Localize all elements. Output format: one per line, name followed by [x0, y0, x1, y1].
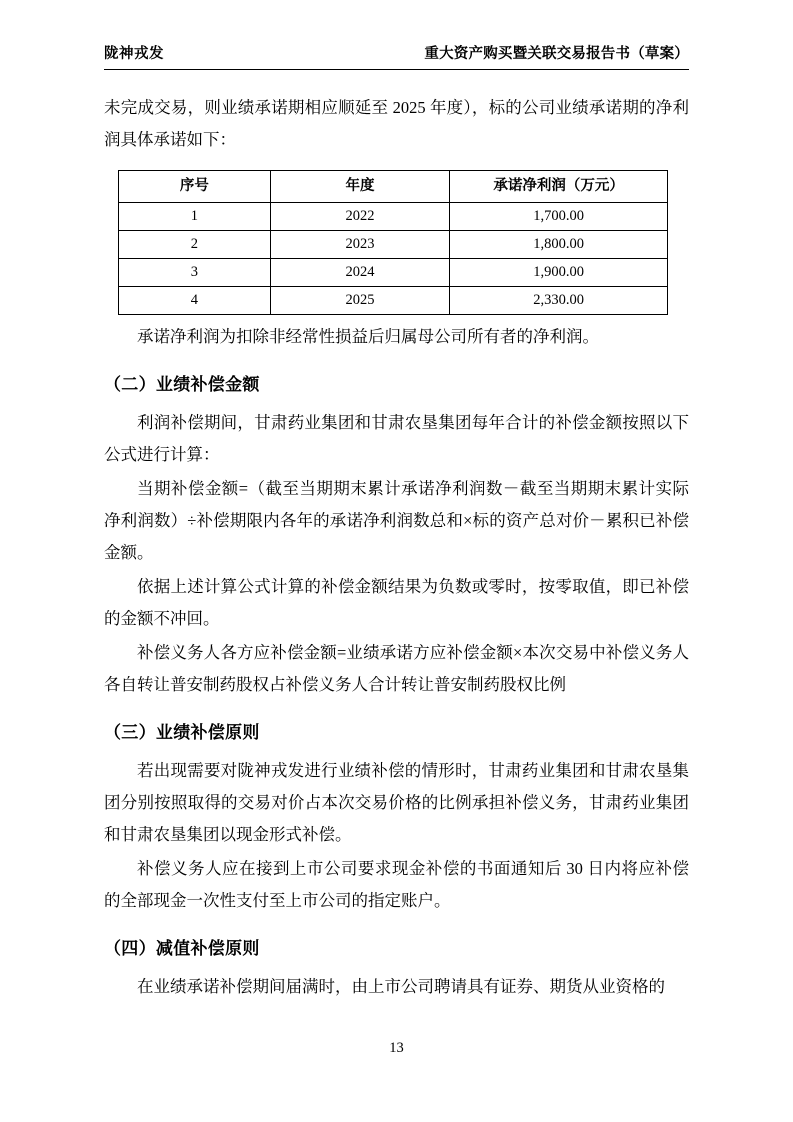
section-heading-compensation-amount: （二）业绩补偿金额: [104, 375, 260, 394]
table-header-cell: 年度: [270, 171, 450, 203]
table-cell-profit: 1,900.00: [450, 259, 668, 287]
page-header: [104, 42, 689, 69]
table-header-cell: 序号: [119, 171, 271, 203]
section-heading-impairment-principle: （四）减值补偿原则: [104, 939, 260, 958]
paragraph-compensation-formula: 当期补偿金额=（截至当期期末累计承诺净利润数－截至当期期末累计实际净利润数）÷补偿期限内各年的承诺净利润数总和×标的资产总对价－累积已补偿金额。: [104, 479, 689, 562]
header-company-name: 陇神戎发: [104, 46, 164, 62]
table-cell-year: 2025: [270, 287, 450, 315]
paragraph-compensation-obligor-share: 补偿义务人各方应补偿金额=业绩承诺方应补偿金额×本次交易中补偿义务人各自转让普安制药股权占补偿义务人合计转让普安制药股权比例: [104, 643, 689, 694]
table-cell-index: 1: [119, 203, 271, 231]
after-table-note: 承诺净利润为扣除非经常性损益后归属母公司所有者的净利润。: [137, 327, 599, 346]
table-cell-index: 4: [119, 287, 271, 315]
table-cell-profit: 2,330.00: [450, 287, 668, 315]
promised-net-profit-table: [118, 170, 668, 315]
paragraph-compensation-formula-intro: 利润补偿期间，甘肃药业集团和甘肃农垦集团每年合计的补偿金额按照以下公式进行计算：: [104, 413, 689, 464]
table-cell-year: 2022: [270, 203, 450, 231]
page-number: 13: [389, 1040, 404, 1056]
paragraph-compensation-principle-2: 补偿义务人应在接到上市公司要求现金补偿的书面通知后 30 日内将应补偿的全部现金一次性支付至上市公司的指定账户。: [104, 859, 689, 910]
table-header-cell: 承诺净利润（万元）: [450, 171, 668, 203]
table-cell-index: 2: [119, 231, 271, 259]
table-header-row: [119, 171, 668, 203]
section-heading-compensation-principle: （三）业绩补偿原则: [104, 723, 260, 742]
table-row: [119, 231, 668, 259]
table-cell-index: 3: [119, 259, 271, 287]
table-row: [119, 287, 668, 315]
table-row: [119, 203, 668, 231]
header-divider: [104, 69, 689, 70]
page-content: [104, 42, 689, 1005]
intro-paragraph: 未完成交易，则业绩承诺期相应顺延至 2025 年度），标的公司业绩承诺期的净利润具体承诺如下：: [104, 98, 689, 149]
table-cell-profit: 1,800.00: [450, 231, 668, 259]
table-cell-year: 2023: [270, 231, 450, 259]
paragraph-compensation-negative-rule: 依据上述计算公式计算的补偿金额结果为负数或零时，按零取值，即已补偿的金额不冲回。: [104, 577, 689, 628]
paragraph-impairment-principle-1: 在业绩承诺补偿期间届满时，由上市公司聘请具有证券、期货从业资格的: [137, 977, 665, 996]
table-cell-year: 2024: [270, 259, 450, 287]
table-row: [119, 259, 668, 287]
page-footer: [0, 1040, 793, 1057]
header-document-title: 重大资产购买暨关联交易报告书（草案）: [424, 46, 689, 62]
table-cell-profit: 1,700.00: [450, 203, 668, 231]
paragraph-compensation-principle-1: 若出现需要对陇神戎发进行业绩补偿的情形时，甘肃药业集团和甘肃农垦集团分别按照取得的交易对价占本次交易价格的比例承担补偿义务，甘肃药业集团和甘肃农垦集团以现金形式补偿。: [104, 761, 689, 844]
